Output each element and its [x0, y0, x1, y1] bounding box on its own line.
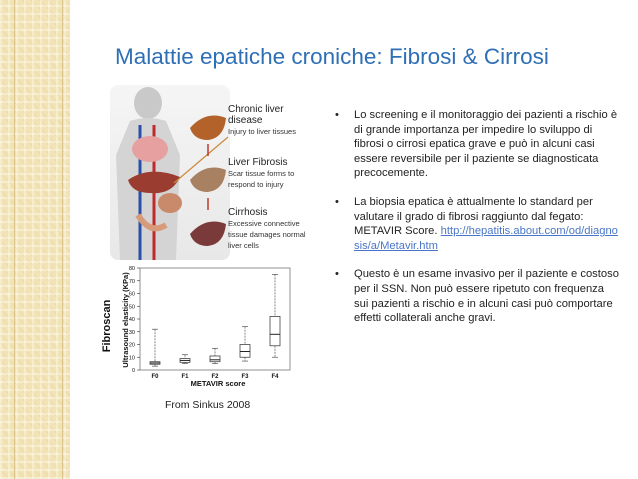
stage-title: Cirrhosis: [228, 207, 268, 218]
stage-cirrhosis: [228, 207, 310, 251]
x-tick-label: F0: [151, 374, 159, 380]
bullet-item: [335, 267, 620, 325]
box-F3: [240, 345, 250, 358]
bullet-list: [335, 108, 620, 340]
stage-desc: Injury to liver tissues: [228, 127, 296, 136]
y-tick-label: 30: [128, 329, 135, 336]
boxplot-svg: [98, 262, 298, 390]
y-tick-label: 70: [128, 278, 135, 285]
liver-icons: [188, 108, 228, 258]
y-tick-label: 20: [128, 342, 135, 349]
box-F4: [270, 316, 280, 345]
x-tick-label: F3: [241, 374, 249, 380]
fibroscan-boxplot: [98, 262, 298, 390]
bullet-marker: •: [335, 109, 339, 121]
stage-title: Chronic liver disease: [228, 104, 284, 126]
y-tick-label: 0: [131, 368, 135, 374]
x-tick-label: F1: [181, 374, 189, 380]
bullet-marker: •: [335, 268, 339, 281]
metavir-link[interactable]: http://hepatitis.about.com/od/diagnosis/a/Metavir.htm: [354, 225, 618, 252]
bullet-marker: •: [335, 195, 339, 208]
stage-chronic: [228, 104, 300, 137]
side-panel-line: [14, 0, 15, 479]
slide-title: Malattie epatiche croniche: Fibrosi & Cirrosi: [115, 44, 549, 69]
figure-caption: From Sinkus 2008: [165, 399, 251, 411]
bullet-item: [335, 195, 620, 253]
side-panel-line: [62, 0, 63, 479]
decorative-side-panel: [0, 0, 70, 479]
stage-desc: Scar tissue forms to respond to injury: [228, 169, 295, 189]
bullet-text: La biopsia epatica è attualmente lo standard per valutare il grado di fibrosi raggiunto dal fegato: METAVIR Score.: [354, 195, 593, 238]
cirrhotic-liver-icon: [190, 222, 226, 246]
x-tick-label: F4: [271, 374, 279, 380]
stage-fibrosis: [228, 157, 300, 190]
x-axis-label: METAVIR score: [190, 379, 246, 388]
bullet-text: Lo screening e il monitoraggio dei pazienti a rischio è di grande importanza per impedire lo sviluppo di fibrosi o cirrosi epatica grave e può in alcuni casi essere reversibile per il paziente se diagnosticata precocemente.: [354, 109, 618, 180]
fibrotic-liver-icon: [190, 168, 226, 192]
y-tick-label: 50: [128, 304, 135, 311]
y-tick-label: 40: [128, 317, 135, 323]
bullet-text: Questo è un esame invasivo per il paziente e costoso per il SSN. Non può essere ripetuto con frequenza sui pazienti a rischio e in alcuni casi può comportare effetti collaterali anche gravi.: [354, 268, 619, 325]
box-F2: [210, 356, 220, 362]
x-tick-label: F2: [211, 374, 219, 380]
bullet-item: [335, 108, 620, 181]
y-tick-label: 80: [128, 266, 135, 272]
healthy-liver-icon: [190, 116, 226, 140]
y-tick-label: 10: [128, 355, 135, 362]
side-label: Fibroscan: [101, 299, 113, 353]
y-axis-label: Ultrasound elasticity (KPa): [121, 272, 130, 368]
y-tick-label: 60: [128, 291, 135, 298]
stage-desc: Excessive connective tissue damages normal liver cells: [228, 219, 306, 250]
stage-title: Liver Fibrosis: [228, 157, 288, 168]
